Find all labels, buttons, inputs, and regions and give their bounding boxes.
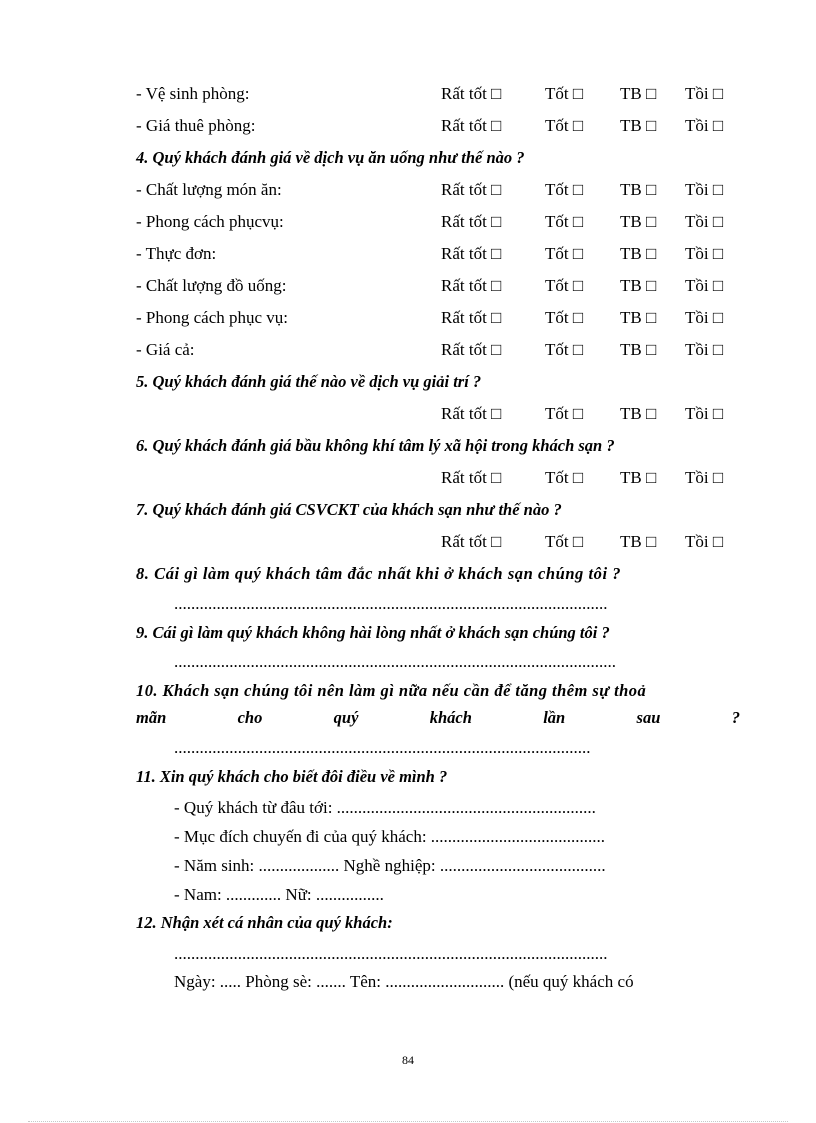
- option-tb[interactable]: TB □: [620, 308, 657, 327]
- field-gender[interactable]: - Nam: ............. Nữ: ................: [174, 885, 384, 904]
- q10-word: ?: [731, 708, 740, 727]
- option-toi[interactable]: Tồi □: [685, 468, 724, 487]
- option-tot[interactable]: Tốt □: [545, 180, 584, 199]
- question-12: 12. Nhận xét cá nhân của quý khách:: [136, 913, 393, 932]
- option-toi[interactable]: Tồi □: [685, 212, 724, 231]
- option-rat-tot[interactable]: Rất tốt □: [441, 212, 502, 231]
- option-tot[interactable]: Tốt □: [545, 244, 584, 263]
- option-tb[interactable]: TB □: [620, 532, 657, 551]
- option-tb[interactable]: TB □: [620, 116, 657, 135]
- option-tot[interactable]: Tốt □: [545, 468, 584, 487]
- question-10-line-1: 10. Khách sạn chúng tôi nên làm gì nữa nếu cần để tăng thêm sự thoả: [136, 681, 647, 700]
- option-toi[interactable]: Tồi □: [685, 532, 724, 551]
- question-10-line-2: [136, 706, 740, 730]
- option-toi[interactable]: Tồi □: [685, 308, 724, 327]
- answer-line-q8[interactable]: ......................................................................................................: [174, 594, 608, 613]
- option-tot[interactable]: Tốt □: [545, 116, 584, 135]
- option-tb[interactable]: TB □: [620, 84, 657, 103]
- row-label: - Thực đơn:: [136, 244, 217, 263]
- row-label: - Giá cả:: [136, 340, 195, 359]
- field-birth-year-occupation[interactable]: - Năm sinh: ................... Nghề nghiệp: .......................................: [174, 856, 606, 875]
- rating-row-phong-cach-phuc-vu-2: [136, 306, 740, 330]
- option-tot[interactable]: Tốt □: [545, 532, 584, 551]
- option-tot[interactable]: Tốt □: [545, 276, 584, 295]
- question-4: 4. Quý khách đánh giá về dịch vụ ăn uống như thế nào ?: [136, 148, 525, 167]
- row-label: - Chất lượng đồ uống:: [136, 276, 287, 295]
- option-toi[interactable]: Tồi □: [685, 84, 724, 103]
- rating-row-thuc-don: [136, 242, 740, 266]
- answer-line-q9[interactable]: ........................................................................................................: [174, 652, 616, 671]
- rating-row-chat-luong-do-uong: [136, 274, 740, 298]
- q10-word: cho: [237, 708, 263, 727]
- option-rat-tot[interactable]: Rất tốt □: [441, 468, 502, 487]
- option-rat-tot[interactable]: Rất tốt □: [441, 340, 502, 359]
- rating-row-q7: [136, 530, 740, 554]
- answer-line-q10[interactable]: ..................................................................................................: [174, 738, 591, 757]
- option-rat-tot[interactable]: Rất tốt □: [441, 116, 502, 135]
- option-toi[interactable]: Tồi □: [685, 404, 724, 423]
- q10-word: quý: [333, 708, 359, 727]
- row-label: - Phong cách phục vụ:: [136, 308, 289, 327]
- question-5: 5. Quý khách đánh giá thế nào về dịch vụ giải trí ?: [136, 372, 482, 391]
- option-toi[interactable]: Tồi □: [685, 276, 724, 295]
- option-tot[interactable]: Tốt □: [545, 212, 584, 231]
- signoff-line: Ngày: ..... Phòng sè: ....... Tên: ............................ (nếu quý khách có: [174, 972, 634, 991]
- option-tot[interactable]: Tốt □: [545, 404, 584, 423]
- page-number: 84: [402, 1053, 414, 1067]
- question-7: 7. Quý khách đánh giá CSVCKT của khách sạn như thế nào ?: [136, 500, 562, 519]
- rating-row-q6: [136, 466, 740, 490]
- option-tb[interactable]: TB □: [620, 340, 657, 359]
- rating-row-phong-cach-phuc-vu-1: [136, 210, 740, 234]
- option-toi[interactable]: Tồi □: [685, 116, 724, 135]
- option-tb[interactable]: TB □: [620, 276, 657, 295]
- q10-word: lần: [543, 708, 566, 727]
- row-label: - Phong cách phụcvụ:: [136, 212, 284, 231]
- option-rat-tot[interactable]: Rất tốt □: [441, 308, 502, 327]
- option-tot[interactable]: Tốt □: [545, 308, 584, 327]
- page-bottom-divider: [28, 1121, 788, 1122]
- row-label: - Chất lượng món ăn:: [136, 180, 282, 199]
- rating-row-ve-sinh-phong: [136, 82, 740, 106]
- row-label: - Vệ sinh phòng:: [136, 84, 250, 103]
- option-toi[interactable]: Tồi □: [685, 244, 724, 263]
- question-6: 6. Quý khách đánh giá bầu không khí tâm lý xã hội trong khách sạn ?: [136, 436, 615, 455]
- rating-row-q5: [136, 402, 740, 426]
- field-origin[interactable]: - Quý khách từ đâu tới: .............................................................: [174, 798, 596, 817]
- option-toi[interactable]: Tồi □: [685, 340, 724, 359]
- answer-line-q12[interactable]: ......................................................................................................: [174, 944, 608, 963]
- question-11: 11. Xin quý khách cho biết đôi điều về mình ?: [136, 767, 448, 786]
- rating-row-gia-ca: [136, 338, 740, 362]
- option-rat-tot[interactable]: Rất tốt □: [441, 84, 502, 103]
- option-tb[interactable]: TB □: [620, 244, 657, 263]
- option-rat-tot[interactable]: Rất tốt □: [441, 532, 502, 551]
- option-tb[interactable]: TB □: [620, 180, 657, 199]
- option-tb[interactable]: TB □: [620, 468, 657, 487]
- option-toi[interactable]: Tồi □: [685, 180, 724, 199]
- option-tot[interactable]: Tốt □: [545, 340, 584, 359]
- rating-row-chat-luong-mon-an: [136, 178, 740, 202]
- option-rat-tot[interactable]: Rất tốt □: [441, 180, 502, 199]
- q10-word: mãn: [136, 708, 167, 727]
- question-9: 9. Cái gì làm quý khách không hài lòng nhất ở khách sạn chúng tôi ?: [136, 623, 610, 642]
- q10-word: khách: [429, 708, 472, 727]
- row-label: - Giá thuê phòng:: [136, 116, 256, 135]
- option-rat-tot[interactable]: Rất tốt □: [441, 244, 502, 263]
- question-8: 8. Cái gì làm quý khách tâm đắc nhất khi ở khách sạn chúng tôi ?: [136, 564, 622, 583]
- option-tb[interactable]: TB □: [620, 212, 657, 231]
- field-trip-purpose[interactable]: - Mục đích chuyến đi của quý khách: .........................................: [174, 827, 606, 846]
- option-rat-tot[interactable]: Rất tốt □: [441, 404, 502, 423]
- q10-word: sau: [636, 708, 661, 727]
- option-tot[interactable]: Tốt □: [545, 84, 584, 103]
- option-tb[interactable]: TB □: [620, 404, 657, 423]
- option-rat-tot[interactable]: Rất tốt □: [441, 276, 502, 295]
- rating-row-gia-thue-phong: [136, 114, 740, 138]
